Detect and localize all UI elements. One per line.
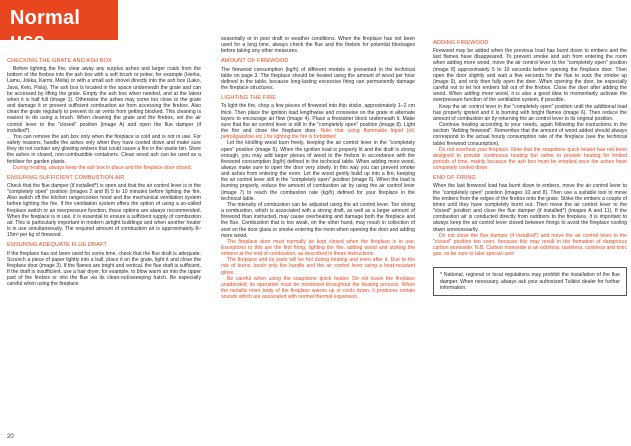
paragraph: Check that the flue damper (if installed*) is open and that the air control lever is in the "completely open" position (images 2 and 8) 5 to 10 minutes before lighting the fire. Also switch off the kitchen range/cooker hood and the mechanical ventilation system before lighting the fire. If the ventilation system offers the option of using a so-called fireplace switch or an overpressure function, these options are always recommended. When the fireplace is in use, it is essential to ensure a sufficient supply of combustion air. This is particularly important in modern airtight buildings and when another heater is in use simultaneously. The required amount of combustion air is approximately 8–15m³ per kg of firewood. [7, 182, 201, 239]
paragraph: Let the kindling wood burn freely, keeping the air control lever in the "completely open" position (image 5). When the ignition load is properly lit and the draft is strong enough, you may add larger pieces of wood to the firebox in accordance with the firewood consumption (kg/h) defined in the technical table. When adding more wood, always make sure to open the door very slowly. In this way you can prevent smoke and ashes from entering the room. Let the wood gently build up into a fire, keeping the air control lever still in the "completely open" position (image 6). When the load is burning properly, reduce the amount of combustion air by using the air control lever (image 7) to reach the combustion rate (kg/h) defined for your fireplace in the technical table. [221, 140, 415, 202]
paragraph: Keep the air control lever in the "completely open" position until the additional load has properly ignited and it is burning with bright flames (image 6). Then reduce the amount of combustion air by returning the air control lever to its original position. [433, 103, 627, 122]
paragraph: You can remove the ash box only when the fireplace is cold and is not in use. For safety reasons, handle the ashes only when they have cooled down and make sure they do not contain any glowing embers that could cause a fire in the waste bin. Store the ashes in closed, non-combustible containers. Clean wood ash can be used as a fertiliser for garden plants. [7, 133, 201, 165]
paragraph: seasonally or in poor draft or weather conditions. When the fireplace has not been used for a long time, always check the flue and the firebox for potential blockages before taking any other measures. [221, 36, 415, 55]
section-heading-air: ENSURING SUFFICIENT COMBUSTION AIR [7, 174, 125, 181]
section-heading-end: END OF FIRING [433, 175, 476, 182]
section-heading-lighting: LIGHTING THE FIRE [221, 95, 277, 102]
column-2 [221, 36, 415, 300]
section-heading-adding: ADDING FIREWOOD [433, 40, 489, 46]
title-banner [0, 0, 118, 52]
column-1 [7, 54, 201, 287]
footnote-box: * National, regional or local regulations may prohibit the installation of the flue damper. When necessary, always ask your authorized Tulikivi dealer for further information. [433, 267, 627, 296]
warning-text: Note that using flammable liquid (oil, petrol/gasoline etc.) for lighting the fire is forbidden! [221, 128, 416, 141]
section-heading-grate: CHECKING THE GRATE AND ASH BOX [7, 58, 112, 64]
paragraph: Before lighting the fire, clear away any surplus ashes and larger coals from the bottom of the firebox into the ash box with a soft brush or poker, for example (Herka, Lamu, Jokka, Karmi, Mella) or with a small ash shovel directly into the ash box (Lako, Java, Kelo, Pisla). The ash box is located in the space underneath the grate and can be accessed by lifting the grate. Empty the ash box when needed, and at the latest when it is half full (image 1). Otherwise the ashes may come too close to the grate and damage it or prevent sufficient combustion air from accessing the firebox. Also clean the grate regularly to prevent its air vents from getting blocked. This cleaning is easiest to do using a brush. When cleaning the grate and the firebox, set the air control lever to the "closed" position (image A) and open the flue damper (if installed*). [7, 66, 201, 134]
paragraph-text: To light the fire, chop a few pieces of firewood into thin sticks, approximately 1–2 cm thick. Then place the ignition load lengthwise and crosswise on the grate in alternate layers to encourage air flow (image 4). Place a firestarter block underneath it. Make sure that the air control lever is still in the "completely open" position (image 8). Light the fire and close the fireplace door. [221, 103, 415, 135]
paragraph: Continue heating according to your needs, again following the instructions in the section "Adding firewood". Remember that the amount of wood added should always correspond to the actual hourly consumption rate of the fireplace (see the technical table/ firewood consumption). [433, 122, 627, 147]
warning-text: Do not overheat your fireplace. Note that the soapstone quick heater has not been designed to provide continuous heating but rather to provide heating for limited periods of time, mainly because the ash box must be emptied once the ashes have completely cooled down. [433, 146, 627, 172]
warning-text: Be careful when using the soapstone quick heater. Do not leave the fireplace unattended; its operation must be monitored throughout the heating process. When the metallic inner body of the fireplace warms up or cools down, it produces certain sounds which are associated with normal thermal expansion. [221, 275, 415, 301]
paragraph: If the fireplace has not been used for some time, check that the flue draft is adequate. Scrunch a piece of paper lightly into a ball, place it on the grate, light it and close the fireplace door (image 3). If the flames are bright and vertical, the flue draft is sufficient. If the draft is insufficient, use a hair dryer, for example, to blow warm air into the upper part of the firebox or into the flue via its clean-out/sweeping hatch. Be especially careful when using the fireplace [7, 250, 201, 288]
warning-text: The fireplace and its parts will be hot during heating and even after it. Due to the risk of burns, touch only the handle and the air control lever using a heat-resistant glove. [221, 257, 415, 276]
paragraph: When the last firewood load has burnt down to embers, move the air control lever to the "completely open" position (images 10 and 8). Then use a suitable tool to move the embers from the edges of the firebox onto the grate. Stoke the embers a couple of times until they have completely burnt out. Then move the air control lever to the "closed" position and close the flue damper (if installed*) (images A and 11). If the combustion air is conducted directly from outdoors to the fireplace, it is important to always keep the air control lever closed between firings to avoid the fireplace cooling down unnecessarily. [433, 183, 627, 233]
warning-text: The fireplace door must normally be kept closed when the fireplace is in use. Exceptions to this are the first firing, lighting the fire, adding wood and stoking the embers at the end of combustion, as described in these instructions. [221, 238, 415, 258]
warning-text: Do not close the flue damper (if installed*) and move the air control lever to the "closed" position too soon, because this may result in the formation of dangerous carbon monoxide. N.B. Carbon monoxide is an odorless, tasteless, colorless and toxic gas, so be sure to take special care! [433, 232, 627, 258]
column-3 [433, 36, 627, 296]
paragraph: The firewood consumption (kg/h) of different models is presented in the technical table on page 3. The fireplace should be heated using the amount of wood per hour defined in the table, because long-lasting excessive firing can permanently damage the fireplace structures. [221, 66, 415, 92]
section-heading-draft: ENSURING ADEQUATE FLUE DRAFT [7, 242, 107, 249]
paragraph [221, 103, 415, 140]
warning-text: During heating, always keep the ash box in place and the fireplace door closed. [13, 164, 192, 171]
section-heading-amount: AMOUNT OF FIREWOOD [221, 58, 289, 65]
paragraph: Firewood may be added when the previous load has burnt down to embers and the last flames have disappeared. To prevent smoke and ash from entering the room when adding more wood, move the air control lever to the "completely open" position (image 8) approximately 5 to 10 seconds before opening the fireplace door. Then open the door slightly and wait a few seconds for the flue to suck the smoke up (image 9), and only then fully open the door. When opening the door, be especially careful not to let hot embers fall out of the firebox. Close the door after adding the wood. When adding more wood, it is also a good idea to momentarily activate the overpressure function of the ventilation system, if possible. [433, 48, 627, 104]
page-title: Normal use [10, 7, 81, 52]
page-number: 20 [7, 434, 14, 440]
paragraph: The intensity of combustion can be adjusted using the air control lever. Too strong a combustion, which is associated with a strong draft, as well as a larger amount of firewood than instructed, may cause overheating and damage both the fireplace and the flue. Combustion that is too weak, on the other hand, may result in collection of soot on the door glass or smoke entering the room when opening the door and adding more wood. [221, 201, 415, 239]
